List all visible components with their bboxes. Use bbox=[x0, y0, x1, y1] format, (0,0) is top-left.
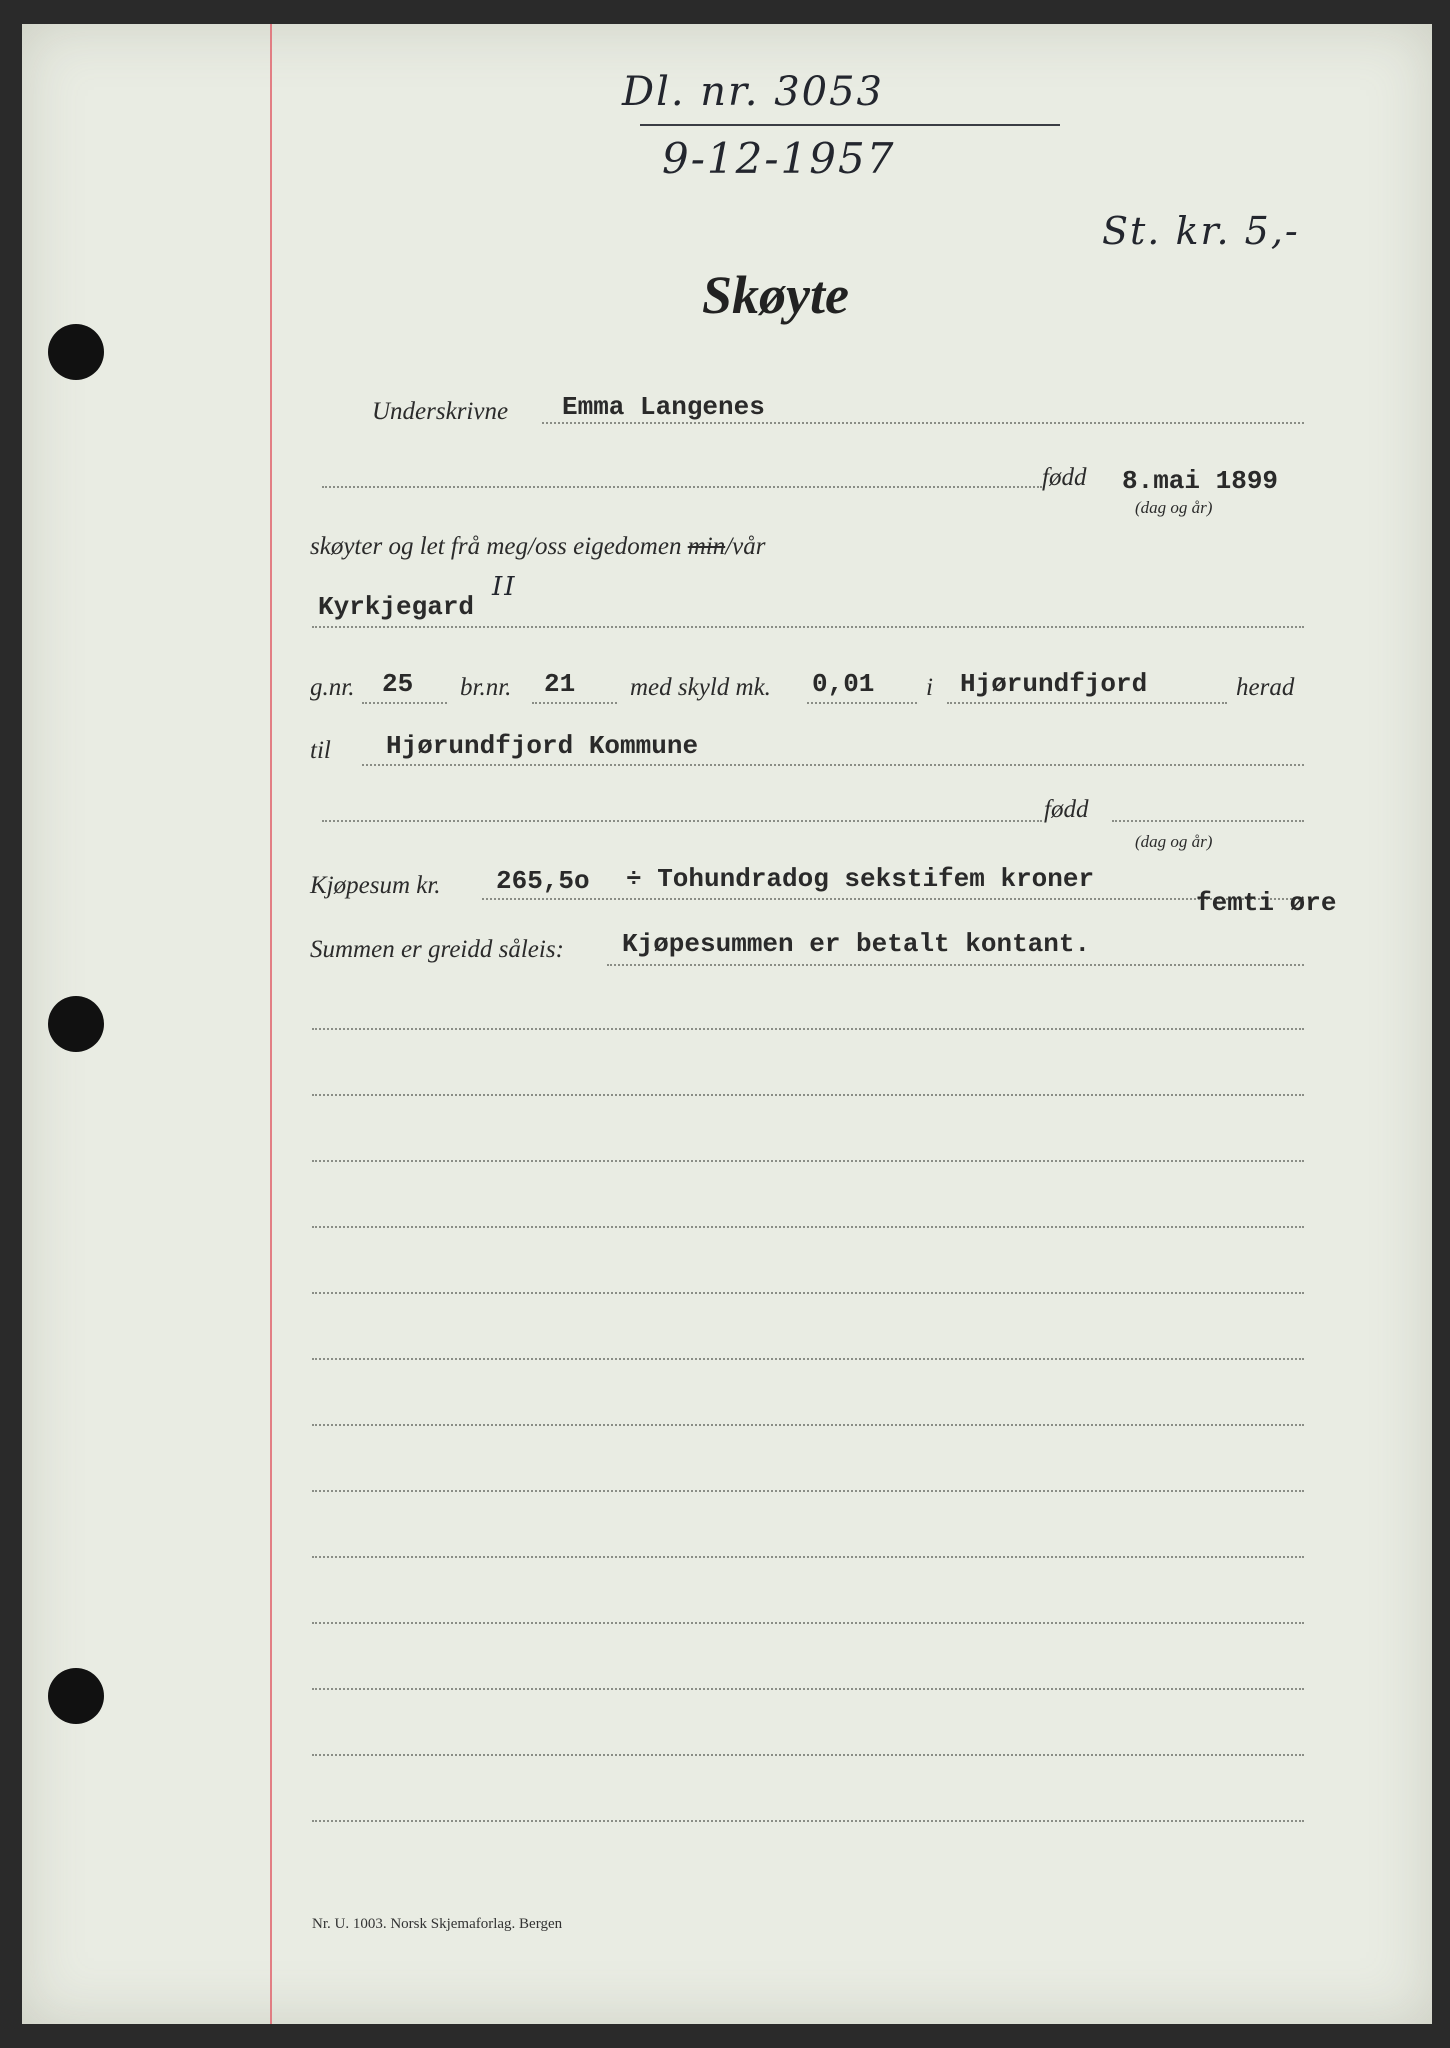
skyld-label: med skyld mk. bbox=[630, 674, 771, 701]
seller-birthdate: 8.mai 1899 bbox=[1122, 466, 1279, 496]
dotted-line bbox=[362, 764, 1304, 766]
underskrivne-label: Underskrivne bbox=[372, 398, 509, 425]
dotted-line bbox=[542, 422, 1304, 424]
punch-hole bbox=[48, 996, 104, 1052]
skyld-value: 0,01 bbox=[812, 669, 875, 699]
transfer-clause-suffix: /vår bbox=[725, 533, 766, 560]
page-title: Skøyte bbox=[702, 265, 849, 325]
property-suffix: II bbox=[492, 572, 517, 602]
dotted-line bbox=[532, 702, 617, 704]
dotted-line bbox=[362, 702, 447, 704]
dotted-line bbox=[312, 626, 1304, 628]
dotted-line bbox=[807, 702, 917, 704]
registration-number: Dl. nr. 3053 bbox=[622, 69, 885, 115]
stamp-fee: St. kr. 5,- bbox=[1102, 209, 1300, 253]
blank-line bbox=[312, 1754, 1304, 1756]
blank-line bbox=[312, 1688, 1304, 1690]
fodd-label-2: fødd bbox=[1044, 796, 1089, 823]
dotted-line bbox=[947, 702, 1227, 704]
til-label: til bbox=[310, 737, 331, 764]
blank-line bbox=[312, 1028, 1304, 1030]
gnr-label: g.nr. bbox=[310, 674, 355, 701]
blank-line bbox=[312, 1820, 1304, 1822]
buyer-name: Hjørundfjord Kommune bbox=[386, 731, 699, 761]
kjopesum-words-2: femti øre bbox=[1196, 888, 1337, 918]
herad-label: herad bbox=[1236, 674, 1295, 701]
fodd-label: fødd bbox=[1042, 464, 1087, 491]
form-footer: Nr. U. 1003. Norsk Skjemaforlag. Bergen bbox=[312, 1916, 563, 1932]
document-page bbox=[22, 24, 1432, 2024]
property-name: Kyrkjegard bbox=[318, 592, 475, 622]
dotted-line bbox=[1112, 820, 1304, 822]
seller-name: Emma Langenes bbox=[562, 392, 765, 422]
blank-line bbox=[312, 1094, 1304, 1096]
summen-label: Summen er greidd såleis: bbox=[310, 936, 564, 963]
i-label: i bbox=[926, 674, 933, 701]
dotted-line bbox=[482, 898, 1304, 900]
dotted-line bbox=[322, 486, 1042, 488]
punch-hole bbox=[48, 1668, 104, 1724]
date-format-hint-2: (dag og år) bbox=[1135, 832, 1213, 851]
brnr-label: br.nr. bbox=[460, 674, 512, 701]
payment-text: Kjøpesummen er betalt kontant. bbox=[622, 929, 1091, 959]
kjopesum-words: ÷ Tohundradog sekstifem kroner bbox=[626, 864, 1095, 894]
date-format-hint: (dag og år) bbox=[1135, 498, 1213, 517]
herad-name: Hjørundfjord bbox=[960, 669, 1148, 699]
dotted-line bbox=[322, 820, 1042, 822]
blank-line bbox=[312, 1160, 1304, 1162]
punch-hole bbox=[48, 324, 104, 380]
blank-line bbox=[312, 1490, 1304, 1492]
registration-underline bbox=[640, 124, 1060, 126]
gnr-value: 25 bbox=[382, 669, 414, 699]
dotted-line bbox=[607, 964, 1304, 966]
kjopesum-label: Kjøpesum kr. bbox=[310, 872, 441, 899]
blank-line bbox=[312, 1424, 1304, 1426]
transfer-clause bbox=[310, 533, 765, 561]
margin-rule bbox=[270, 24, 272, 2024]
struck-word: min bbox=[687, 533, 726, 560]
registration-date: 9-12-1957 bbox=[662, 134, 896, 183]
blank-line bbox=[312, 1358, 1304, 1360]
blank-line bbox=[312, 1292, 1304, 1294]
blank-line bbox=[312, 1556, 1304, 1558]
kjopesum-amount: 265,5o bbox=[496, 866, 590, 896]
blank-line bbox=[312, 1226, 1304, 1228]
transfer-clause-text: skøyter og let frå meg/oss eigedomen bbox=[310, 533, 682, 560]
brnr-value: 21 bbox=[544, 669, 576, 699]
blank-line bbox=[312, 1622, 1304, 1624]
